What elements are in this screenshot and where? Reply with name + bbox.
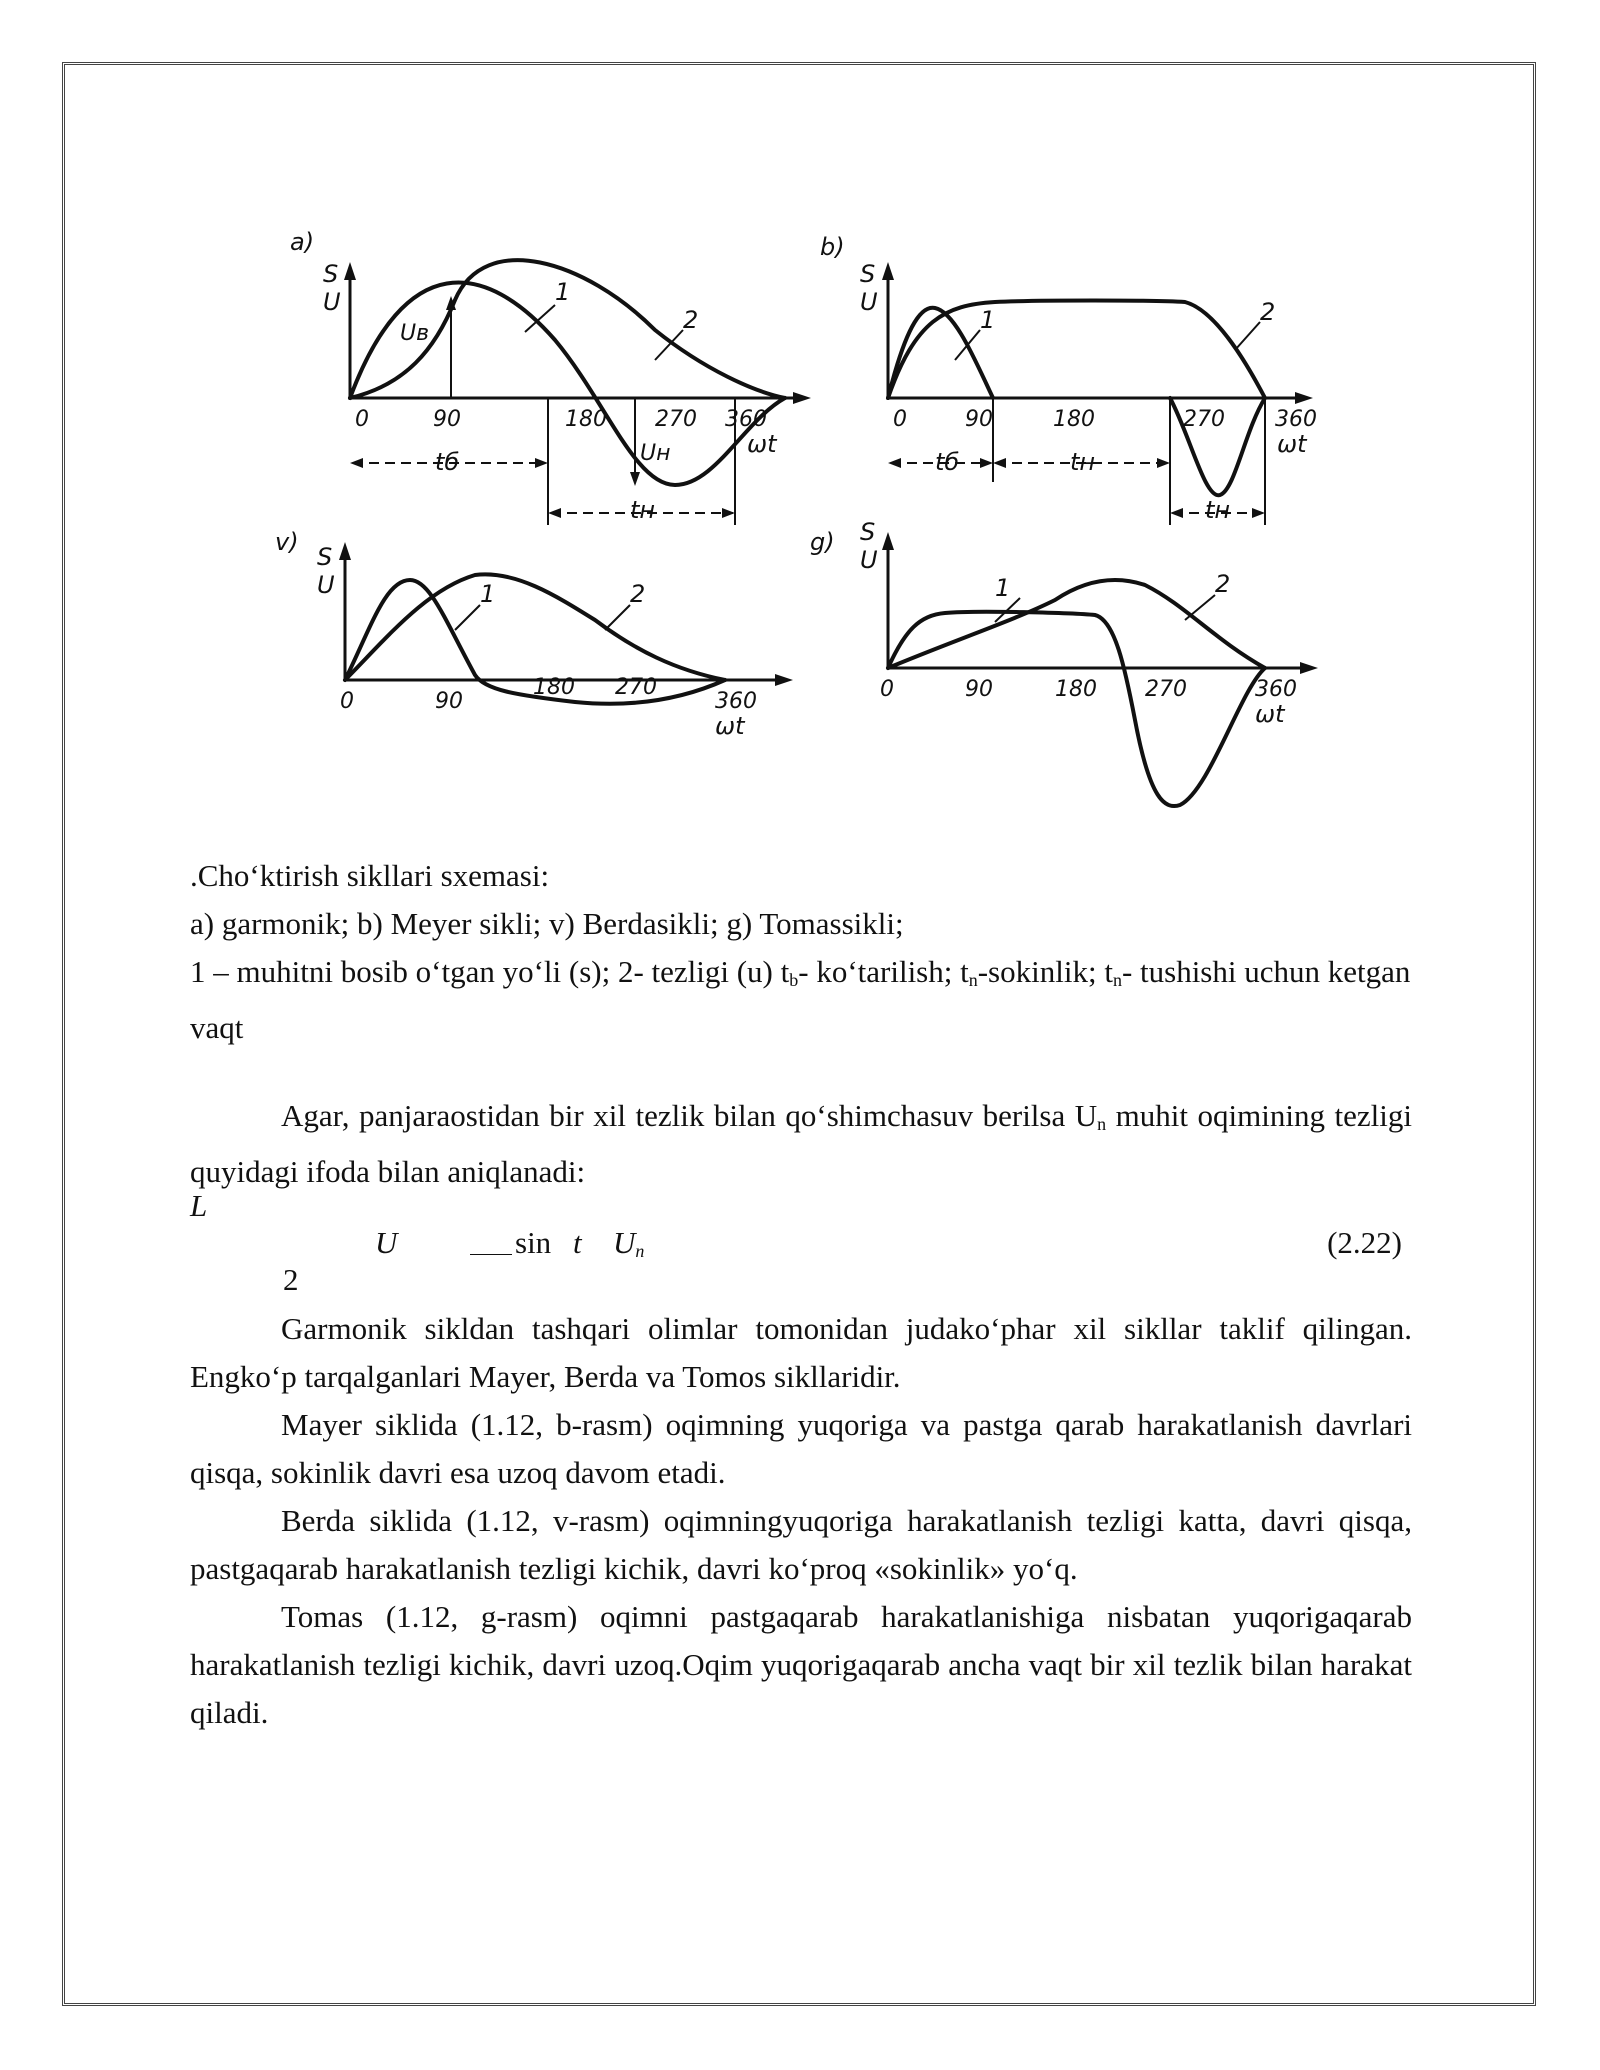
panel-b-curve-1: [888, 306, 996, 398]
panel-a: [290, 228, 811, 525]
panel-b-axis-label: ωt: [1277, 430, 1307, 458]
panel-a-tick-180: 180: [565, 407, 607, 432]
panel-b-tick-270: 270: [1183, 407, 1225, 432]
panel-a-u-label: U: [323, 288, 341, 316]
panel-v-label: v): [275, 528, 299, 556]
panel-b: [820, 233, 1317, 525]
panel-v-tick-90: 90: [435, 689, 463, 714]
formula-Un: $U_n$: [613, 1225, 645, 1261]
panel-v-u-label: U: [317, 571, 335, 599]
panel-a-un-label: Uн: [640, 441, 671, 466]
panel-g-curve-1-label: 1: [995, 574, 1011, 602]
panel-b-tick-0: 0: [893, 407, 907, 432]
panel-a-tn-label: tн: [630, 496, 656, 524]
panel-g-curve-2-label: 2: [1215, 570, 1231, 598]
panel-b-curve-1-label: 1: [980, 306, 996, 334]
panel-v-curve-2: [345, 574, 725, 680]
formula-U: U: [375, 1225, 398, 1260]
caption-line-2: a) garmonik; b) Meyer sikli; v) Berdasikli; g) Tomassikli;: [190, 906, 904, 941]
caption-line-1: .Cho‘ktirish sikllari sxemasi:: [190, 858, 550, 893]
panel-b-u-label: U: [860, 288, 878, 316]
panel-v-tick-270: 270: [615, 675, 657, 700]
formula-numerator-L: L: [190, 1188, 208, 1223]
panel-a-curve-1-label: 1: [555, 278, 571, 306]
panel-g-curve-1: [888, 612, 1265, 806]
paragraph-4: Berda siklida (1.12, v-rasm) oqimningyuqoriga harakatlanish tezligi katta, davri qisqa, pastgaqarab harakatlanish tezligi kichik, davri ko‘proq «sokinlik» yo‘q.: [190, 1503, 1412, 1586]
panel-g-tick-0: 0: [880, 677, 894, 702]
panel-g-axis-label: ωt: [1255, 700, 1285, 728]
panel-v-axis-label: ωt: [715, 712, 745, 740]
formula-fraction-line: [470, 1254, 512, 1255]
panel-g-curve-2: [888, 580, 1265, 668]
figure-caption: [190, 852, 1412, 1052]
panel-b-tick-180: 180: [1053, 407, 1095, 432]
panel-v-tick-180: 180: [533, 675, 575, 700]
panel-b-s-label: S: [860, 260, 876, 288]
panel-b-tb-label: tб: [935, 448, 960, 476]
panel-a-uv-label: Uв: [400, 321, 430, 346]
formula-number: (2.22): [1327, 1225, 1402, 1260]
panel-v-s-label: S: [317, 543, 333, 571]
panel-g-tick-270: 270: [1145, 677, 1187, 702]
panel-a-s-label: S: [323, 260, 339, 288]
paragraphs-body: [190, 1305, 1412, 1737]
panel-a-tick-0: 0: [355, 407, 369, 432]
panel-a-axis-label: ωt: [747, 430, 777, 458]
formula-denominator: 2: [283, 1262, 299, 1297]
cycle-diagrams-figure: [255, 220, 1345, 820]
panel-v: [275, 528, 793, 740]
panel-v-curve-1-label: 1: [480, 580, 496, 608]
panel-g-s-label: S: [860, 518, 876, 546]
panel-a-tick-270: 270: [655, 407, 697, 432]
caption-line-3: 1 – muhitni bosib o‘tgan yo‘li (s); 2- tezligi (u) $t_b-$ ko‘tarilish; $t_n$-sokinlik; $t_n-$ tushishi uchun ketgan vaqt: [190, 954, 1411, 1045]
panel-g: [810, 518, 1318, 806]
panel-v-curve-2-label: 2: [630, 580, 646, 608]
panel-g-label: g): [810, 528, 835, 556]
panel-a-label: a): [290, 228, 315, 256]
panel-b-tick-90: 90: [965, 407, 993, 432]
paragraph-5: Tomas (1.12, g-rasm) oqimni pastgaqarab harakatlanishiga nisbatan yuqorigaqarab harakatlanish tezligi kichik, davri uzoq.Oqim yuqorigaqarab ancha vaqt bir xil tezlik bilan harakat qiladi.: [190, 1599, 1412, 1730]
paragraph-1: Agar, panjaraostidan bir xil tezlik bilan qo‘shimchasuv berilsa $U_n$ muhit oqimining tezligi quyidagi ifoda bilan aniqlanadi:: [190, 1098, 1412, 1189]
panel-v-tick-360: 360: [715, 689, 757, 714]
panel-a-curve-2-label: 2: [683, 306, 699, 334]
panel-b-tn2-label: tн: [1205, 496, 1231, 524]
panel-b-label: b): [820, 233, 845, 261]
panel-a-tick-360: 360: [725, 407, 767, 432]
formula-sin: sin: [515, 1225, 552, 1260]
panel-v-tick-0: 0: [340, 689, 354, 714]
paragraph-3: Mayer siklida (1.12, b-rasm) oqimning yuqoriga va pastga qarab harakatlanish davrlari qisqa, sokinlik davri esa uzoq davom etadi.: [190, 1407, 1412, 1490]
panel-a-tb-label: tб: [435, 448, 460, 476]
panel-g-u-label: U: [860, 546, 878, 574]
panel-a-tick-90: 90: [433, 407, 461, 432]
panel-g-tick-360: 360: [1255, 677, 1297, 702]
panel-a-curve-1: [350, 283, 785, 485]
formula-2-22: [190, 1188, 1412, 1308]
panel-b-tn-label: tн: [1070, 448, 1096, 476]
panel-b-curve-2-label: 2: [1260, 298, 1276, 326]
paragraph-intro: [190, 1092, 1412, 1196]
formula-t: t: [573, 1225, 582, 1260]
panel-g-tick-90: 90: [965, 677, 993, 702]
panel-g-tick-180: 180: [1055, 677, 1097, 702]
paragraph-2: Garmonik sikldan tashqari olimlar tomonidan judako‘phar xil sikllar taklif qilingan. Engko‘p tarqalganlari Mayer, Berda va Tomos sikllaridir.: [190, 1311, 1412, 1394]
panel-b-tick-360: 360: [1275, 407, 1317, 432]
